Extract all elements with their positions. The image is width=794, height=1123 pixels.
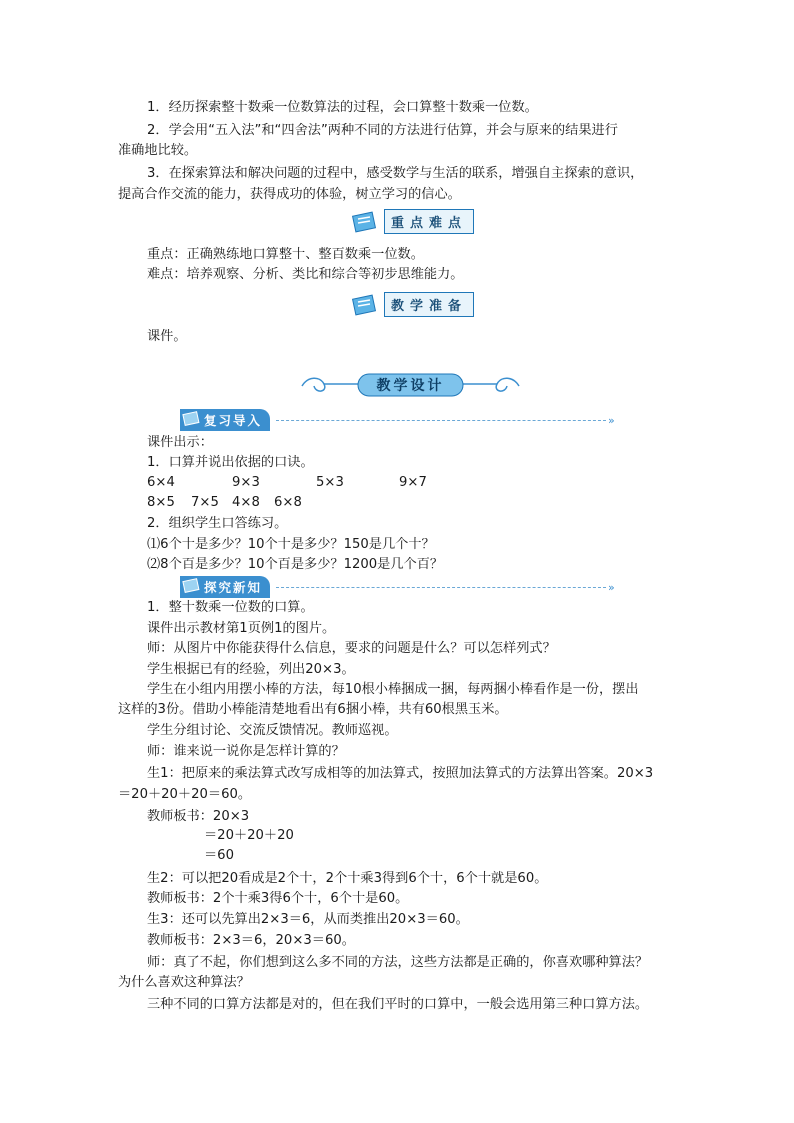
calc-row-1-c: 5×3 — [316, 475, 344, 490]
prep-banner — [352, 292, 474, 317]
review-section-title: 复习导入 — [204, 413, 263, 428]
explore-line: 师：真了不起，你们想到这么多不同的方法，这些方法都是正确的，你喜欢哪种算法？ — [147, 955, 649, 970]
explore-line: 师：从图片中你能获得什么信息，要求的问题是什么？可以怎样列式？ — [147, 641, 556, 656]
dashed-divider — [276, 420, 606, 421]
explore-section-title: 探究新知 — [204, 580, 263, 595]
explore-line: 1．整十数乘一位数的口算。 — [147, 600, 314, 615]
key-points-banner — [352, 209, 474, 234]
review-section-header — [180, 409, 615, 431]
explore-line: ＝60 — [204, 848, 234, 863]
explore-line: 生1：把原来的乘法算式改写成相等的加法算式，按照加法算式的方法算出答案。20×3 — [147, 766, 654, 781]
design-title-banner — [298, 372, 523, 398]
explore-line: ＝20＋20＋20 — [204, 828, 294, 843]
book-icon — [352, 211, 380, 233]
goal-1: 1．经历探索整十数乘一位数算法的过程，会口算整十数乘一位数。 — [147, 100, 538, 115]
explore-line: 三种不同的口算方法都是对的，但在我们平时的口算中，一般会选用第三种口算方法。 — [147, 997, 649, 1012]
goal-2: 2．学会用“五入法”和“四舍法”两种不同的方法进行估算，并会与原来的结果进行 — [147, 123, 618, 138]
explore-line: 学生分组讨论、交流反馈情况。教师巡视。 — [147, 723, 398, 738]
explore-line: 教师板书：2个十乘3得6个十，6个十是60。 — [147, 891, 409, 906]
calc-row-1-a: 6×4 — [147, 475, 175, 490]
key-points-title: 重点难点 — [384, 209, 474, 234]
calc-row-2-b: 7×5 — [191, 495, 219, 510]
review-item-1: 1．口算并说出依据的口诀。 — [147, 455, 314, 470]
explore-line: 生2：可以把20看成是2个十，2个十乘3得到6个十，6个十就是60。 — [147, 871, 548, 886]
review-item-2: 2．组织学生口答练习。 — [147, 516, 288, 531]
review-question-2: ⑵8个百是多少？10个百是多少？1200是几个百？ — [147, 557, 444, 572]
calc-row-2-a: 8×5 — [147, 495, 175, 510]
difficulty-point: 难点：培养观察、分析、类比和综合等初步思维能力。 — [147, 267, 464, 282]
explore-line: 学生在小组内用摆小棒的方法，每10根小棒捆成一捆，每两捆小棒看作是一份，摆出 — [147, 682, 639, 697]
key-point: 重点：正确熟练地口算整十、整百数乘一位数。 — [147, 247, 424, 262]
book-icon — [182, 578, 202, 594]
double-chevron-icon: » — [608, 413, 615, 427]
explore-line: 教师板书：2×3＝6，20×3＝60。 — [147, 933, 355, 948]
calc-row-1-b: 9×3 — [232, 475, 260, 490]
explore-line: 学生根据已有的经验，列出20×3。 — [147, 662, 355, 677]
goal-2-cont: 准确地比较。 — [118, 143, 198, 158]
explore-line: 师：谁来说一说你是怎样计算的？ — [147, 744, 345, 759]
prep-title: 教学准备 — [384, 292, 474, 317]
explore-section-header — [180, 576, 615, 598]
explore-line: ＝20＋20＋20＝60。 — [118, 787, 252, 802]
explore-line: 生3：还可以先算出2×3＝6，从而类推出20×3＝60。 — [147, 912, 469, 927]
calc-row-2-c: 4×8 — [232, 495, 260, 510]
prep-text: 课件。 — [147, 329, 187, 344]
design-title: 教学设计 — [376, 378, 445, 394]
dashed-divider — [276, 587, 606, 588]
explore-line: 课件出示教材第1页例1的图片。 — [147, 621, 336, 636]
calc-row-2-d: 6×8 — [274, 495, 302, 510]
review-section-tag — [180, 409, 270, 431]
calc-row-1-d: 9×7 — [399, 475, 427, 490]
explore-line: 教师板书：20×3 — [147, 809, 250, 824]
review-question-1: ⑴6个十是多少？10个十是多少？150是几个十？ — [147, 537, 435, 552]
goal-3: 3．在探索算法和解决问题的过程中，感受数学与生活的联系，增强自主探索的意识， — [147, 166, 644, 181]
double-chevron-icon: » — [608, 580, 615, 594]
review-intro: 课件出示： — [147, 435, 213, 450]
goal-3-cont: 提高合作交流的能力，获得成功的体验，树立学习的信心。 — [118, 187, 461, 202]
explore-section-tag — [180, 576, 270, 598]
explore-line: 这样的3份。借助小棒能清楚地看出有6捆小棒，共有60根黑玉米。 — [118, 702, 508, 717]
explore-line: 为什么喜欢这种算法？ — [118, 975, 250, 990]
book-icon — [182, 411, 202, 427]
book-icon — [352, 294, 380, 316]
